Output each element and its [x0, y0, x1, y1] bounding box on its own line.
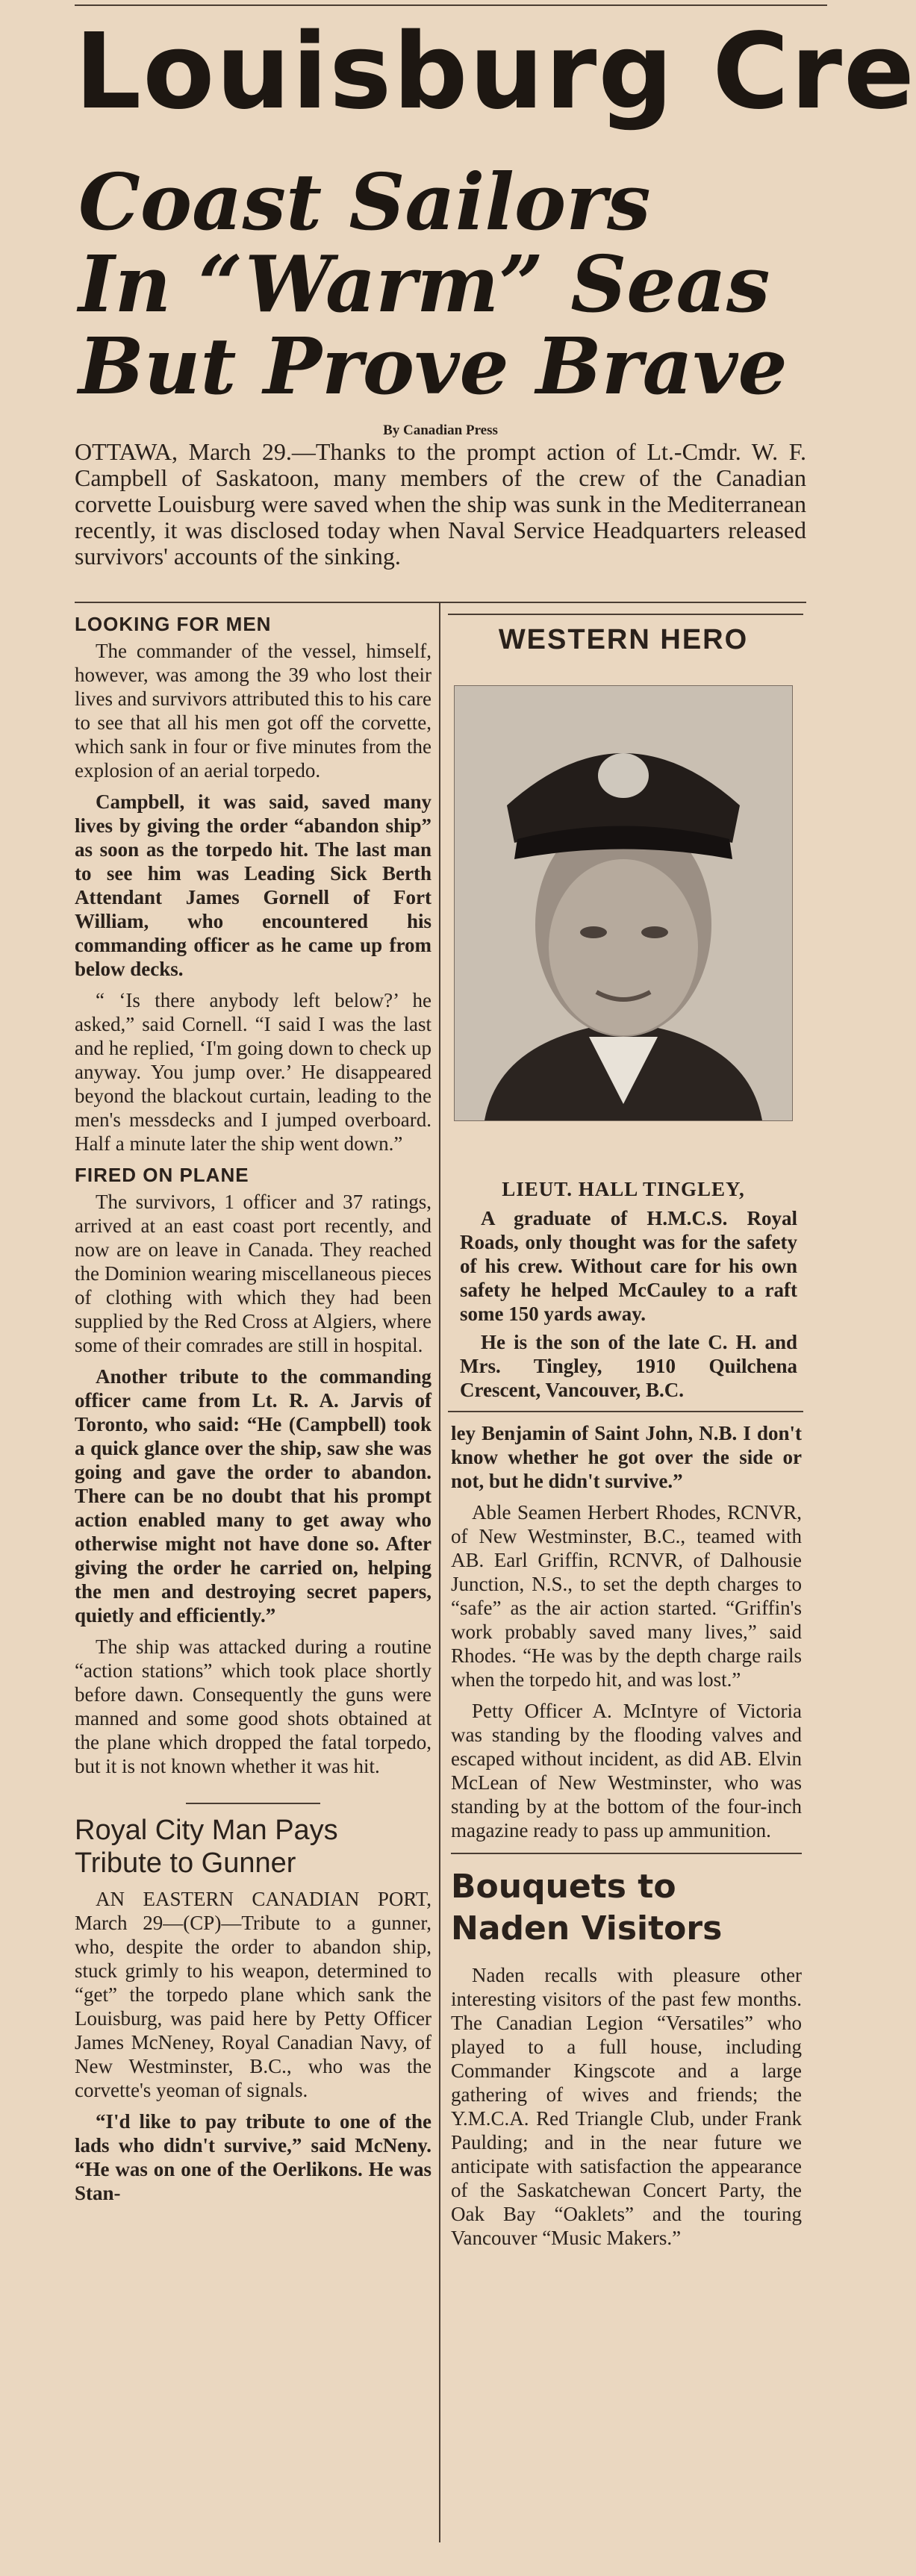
article-paragraph: Naden recalls with pleasure other interesting visitors of the past few months. The Canadian Legion “Versatiles” who played to a full house, including Commander Kingscote and a large gathering of wives and friends; the Y.M.C.A. Red Triangle Club, under Frank Paulding; and in the near future we anticipate with satisfaction the appearance of the Saskatchewan Concert Party, the Oak Bay “Oaklets” and the touring Vancouver “Music Makers.”: [451, 1964, 802, 2249]
lede-paragraph: OTTAWA, March 29.—Thanks to the prompt action of Lt.-Cmdr. W. F. Campbell of Saskatoon, many members of the crew of the Canadian corvette Louisburg were saved when the ship was sunk in the Mediterranean recently, it was disclosed today when Naval Service Headquarters released survivors' accounts of the sinking.: [75, 438, 806, 570]
headline-line-1: Coast Sailors: [78, 156, 651, 248]
masthead-headline: Louisburg Cre: [75, 11, 916, 133]
lede-rule: [75, 602, 806, 603]
article-paragraph: Able Seamen Herbert Rhodes, RCNVR, of New Westminster, B.C., teamed with AB. Earl Griffin, RCNVR, of Dalhousie Junction, N.S., to set the depth charges to “safe” as the air action started. “Griffin's work probably saved many lives,” said Rhodes. “He was by the depth charge rails when the torpedo hit, and was lost.”: [451, 1501, 802, 1691]
column-rule: [439, 602, 440, 2542]
article-paragraph: “ ‘Is there anybody left below?’ he asked,” said Cornell. “I said I was the last and he replied, ‘I'm going down to check up anyway. You jump over.’ He disappeared beyond the blackout curtain, leading to the men's messdecks and I jumped overboard. Half a minute later the ship went down.”: [75, 989, 431, 1155]
byline: By Canadian Press: [383, 422, 498, 438]
article-paragraph: Campbell, it was said, saved many lives by giving the order “abandon ship” as soon as the torpedo hit. The last man to see him was Leading Sick Berth Attendant James Gornell of Fort William, who encountered his commanding officer as he came up from below decks.: [75, 790, 431, 980]
photo-caption: [460, 1206, 797, 1406]
caption-paragraph: A graduate of H.M.C.S. Royal Roads, only thought was for the safety of his crew. Without care for his own safety he helped McCauley to a raft some 150 yards away.: [460, 1207, 797, 1325]
subhead-fired-on-plane: FIRED ON PLANE: [75, 1164, 249, 1186]
headline-line-2: In “Warm” Seas: [78, 238, 770, 330]
secondary-headline: Royal City Man Pays Tribute to Gunner: [75, 1815, 338, 1879]
article-paragraph: AN EASTERN CANADIAN PORT, March 29—(CP)—Tribute to a gunner, who, despite the order to abandon ship, stuck grimly to his weapon, determined to “get” the torpedo plane which sank the Louisburg, was paid here by Petty Officer James McNeney, Royal Canadian Navy, of New Westminster, B.C., who was the corvette's yeoman of signals.: [75, 1888, 431, 2101]
article-paragraph: The ship was attacked during a routine “action stations” which took place shortly before dawn. Consequently the guns were manned and some good shots obtained at the plane which dropped the fatal torpedo, but it is not known whether it was hit.: [75, 1635, 431, 1777]
article-paragraph: “I'd like to pay tribute to one of the lads who didn't survive,” said McNeny. “He was on one of the Oerlikons. He was Stan-: [75, 2110, 431, 2204]
article-paragraph: ley Benjamin of Saint John, N.B. I don't know whether he got over the side or not, but he didn't survive.”: [451, 1422, 802, 1492]
caption-name: LIEUT. HALL TINGLEY,: [502, 1178, 745, 1200]
box-top-rule: [448, 614, 803, 615]
box-bottom-rule: [448, 1411, 803, 1412]
caption-paragraph: He is the son of the late C. H. and Mrs. Tingley, 1910 Quilchena Crescent, Vancouver, B.C.: [460, 1331, 797, 1401]
box-heading: WESTERN HERO: [498, 624, 749, 655]
left-column: [75, 608, 431, 2212]
section-rule: [451, 1853, 802, 1854]
right-column: [451, 1421, 802, 2257]
headline-line-3: But Prove Brave: [78, 320, 788, 412]
article-paragraph: Petty Officer A. McIntyre of Victoria was standing by the flooding valves and escaped without incident, as did AB. Elvin McLean of New Westminster, who was standing by at the bottom of the four-inch magazine ready to pass up ammunition.: [451, 1700, 802, 1841]
article-paragraph: The commander of the vessel, himself, however, was among the 39 who lost their lives and survivors attributed this to his care to see that all his men got off the corvette, which sank in four or five minutes from the explosion of an aerial torpedo.: [75, 640, 431, 782]
section-divider: [75, 1786, 431, 1809]
article-paragraph: The survivors, 1 officer and 37 ratings, arrived at an east coast port recently, and now are on leave in Canada. They reached the Dominion wearing miscellaneous pieces of clothing with which they had been supplied by the Red Cross at Algiers, where some of their comrades are still in hospital.: [75, 1191, 431, 1356]
portrait-illustration: [455, 686, 792, 1120]
subhead-looking-for-men: LOOKING FOR MEN: [75, 613, 272, 635]
article-paragraph: Another tribute to the commanding officer came from Lt. R. A. Jarvis of Toronto, who said: “He (Campbell) took a quick glance over the ship, saw she was going and gave the order to abandon. There can be no doubt that his prompt action enabled many to get away who otherwise might not have done so. After giving the order he carried on, helping the men and destroying secret papers, quietly and efficiently.”: [75, 1365, 431, 1627]
portrait-photo: [454, 685, 793, 1121]
top-rule: [75, 4, 827, 6]
bouquets-headline: Bouquets to Naden Visitors: [451, 1868, 723, 1947]
